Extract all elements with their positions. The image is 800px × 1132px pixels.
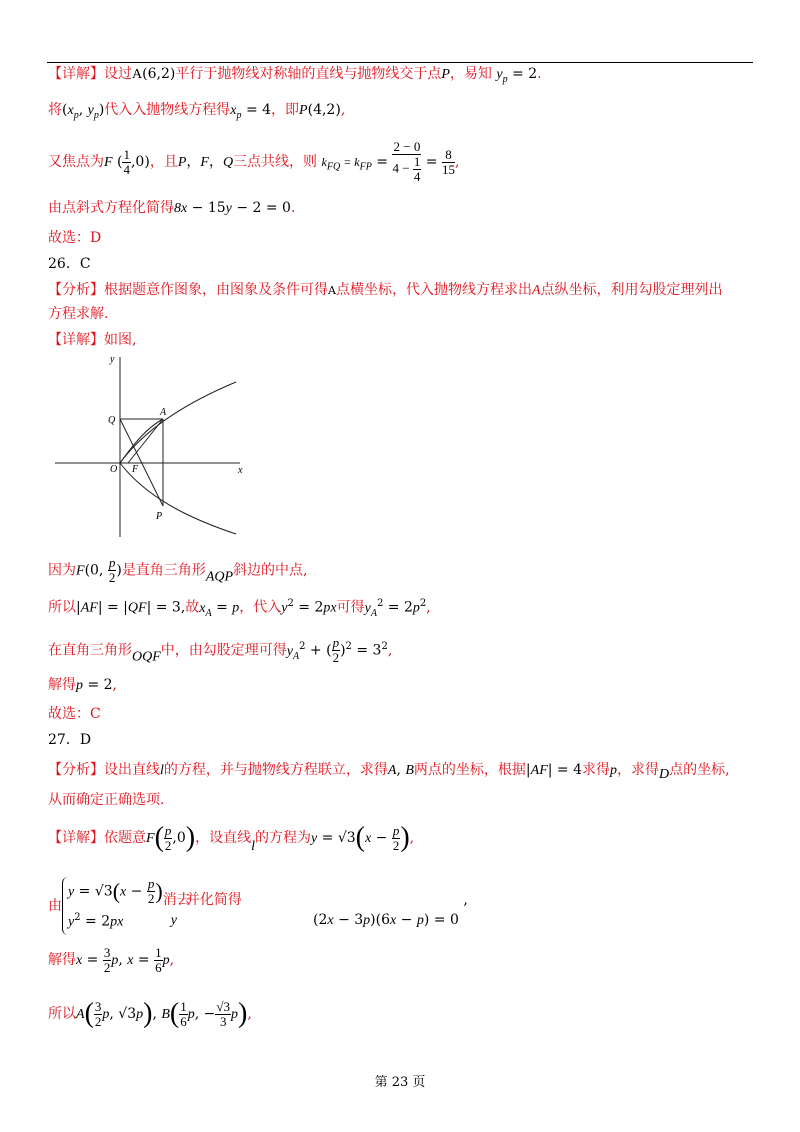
page-footer: 第 23 页 [374,1075,426,1090]
segment-af [128,419,163,463]
arc [120,419,163,463]
q26-analysis: 【分析】根据题意作图象，由图象及条件可得A点横坐标，代入抛物线方程求出A点纵坐标，利用勾股定理列出 [48,282,723,298]
q27-detail-3: 解得x = $\frac{3}{2}$ p, x = $\frac{1}{6}$ p, [48,944,175,975]
label-x: x [238,465,243,476]
q25-line-4: 由点斜式方程化简得8x − 15y − 2 = 0. [48,200,296,216]
q26-step-4: 解得p = 2, [48,677,117,693]
q27-analysis-cont: 从而确定正确选项. [48,792,165,808]
q25-line-1: 【详解】设过A(6,2)平行于抛物线对称轴的直线与抛物线交于点P，易知 $y_p = 2$. [48,66,542,85]
header-rule [47,62,753,63]
label-q: Q [108,415,116,426]
label-p: P [156,511,163,522]
q26-step-3: 在直角三角形OQF中，由勾股定理可得$y_A^2$ + ( $\frac{p}{2}$ )$^2 = 3^2$, [48,635,393,666]
label-o: O [110,464,118,475]
label-f: F [132,464,139,475]
q26-step-1: 因为F(0, $\frac{p}{2}$ )是直角三角形AQP斜边的中点, [48,555,308,585]
parabola-figure [50,352,250,542]
q27-header: 27．D [48,732,92,748]
q26-answer: 故选：C [48,706,101,722]
detail-tag: 【详解】 [48,66,104,82]
q26-detail: 【详解】如图, [48,332,137,348]
q25-line-2: 将($x_p$, $y_p$)代入入抛物线方程得$x_p = 4$，即P(4,2), [48,102,346,121]
label-y: y [110,354,115,365]
q27-analysis: 【分析】设出直线l的方程，并与抛物线方程联立，求得A, B两点的坐标，根据|AF| = 4求得p，求得D点的坐标, [48,762,730,782]
q25-answer: 故选：D [48,230,102,246]
q27-detail-1: 【详解】依题意F( $\frac{p}{2}$ ,0)，设直线l的方程为y = √3(x − $\frac{p}{2}$ ), [48,822,415,854]
q26-step-2: 所以|AF| = |QF| = 3,故$x_A = p$，代入$y^2 = 2px$可得$y_A^2 = 2p^2$, [48,598,431,619]
q26-analysis-cont: 方程求解. [48,306,109,322]
q27-detail-2: 由 y = √3(x − $\frac{p}{2}$ ) $y^2 = 2px$ 消去y 并化简得 (2x − 3p)(6x − p) = 0 , [48,872,468,949]
parabola-curve [120,382,236,534]
q25-line-3: 又焦点为F ( $\frac{1}{4}$ ,0)，且P，F，Q三点共线，则 $k_{FQ} = k_{FP}$ = 2 − 0 4 − $\frac{1}{4}$ = $\frac{8}{15}$ , [48,139,460,184]
q26-header: 26．C [48,256,91,272]
label-a: A [160,407,167,418]
q27-detail-4: 所以A( $\frac{3}{2}$ p, √3p), B( $\frac{1}{6}$ p, − $\frac{√3}{3}$ p), [48,998,252,1029]
